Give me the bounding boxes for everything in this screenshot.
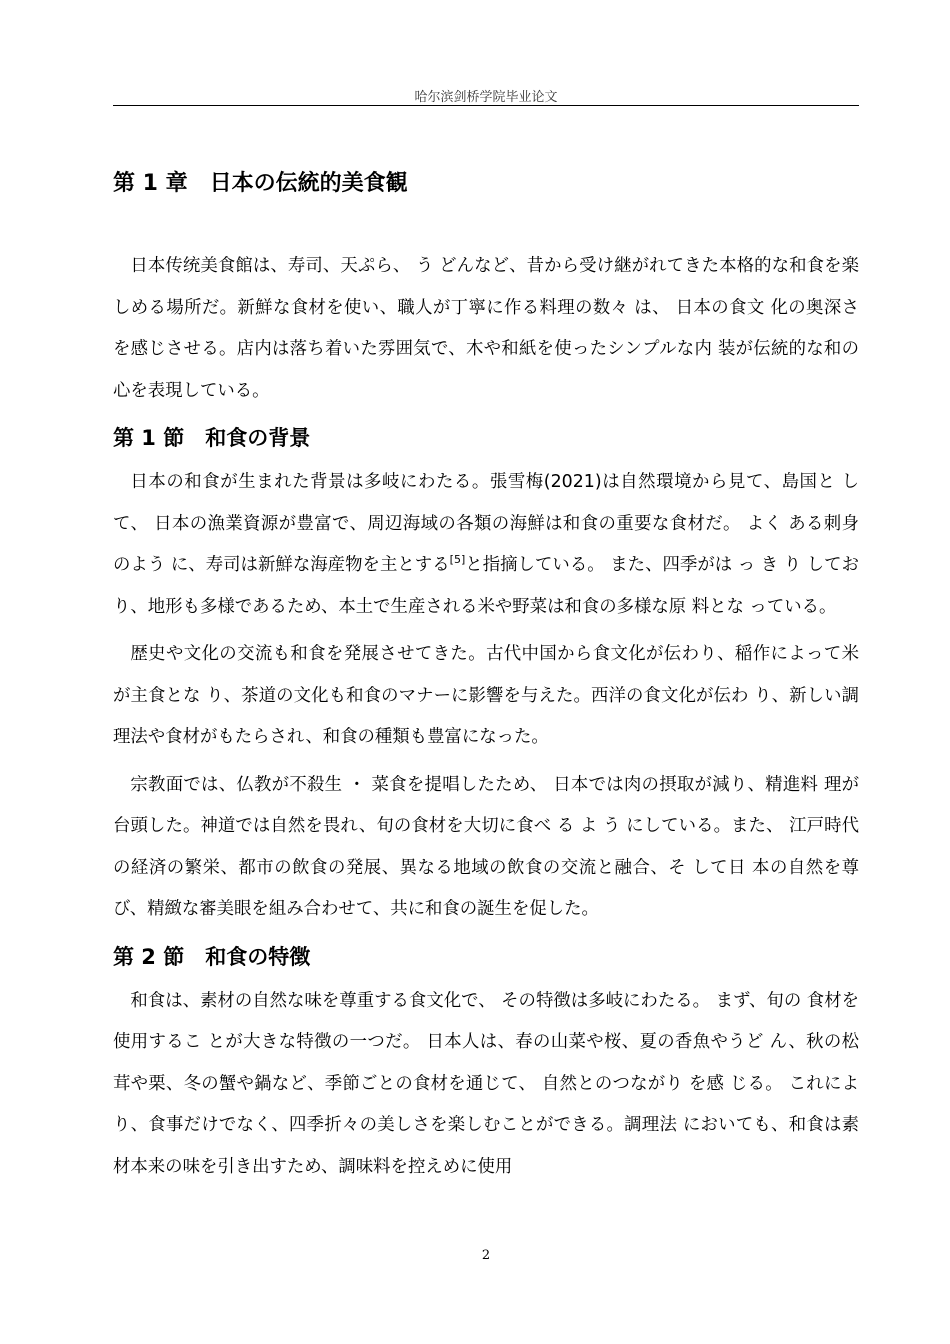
section-1-paragraph-3: 宗教面では、仏教が不殺生 ・ 菜食を提唱したため、 日本では肉の摂取が減り、精進料 理が台頭した。神道では自然を畏れ、旬の食材を大切に食べ る よ う にしている。また、 江戸時代の経済の繁栄、都市の飲食の発展、異なる地域の飲食の交流と融合、そ して日 本の自然を尊び、精緻な審美眼を組み合わせて、共に和食の誕生を促した。 — [113, 774, 859, 919]
section-1-paragraph-1 — [113, 462, 859, 628]
intro-paragraph: 日本传统美食館は、寿司、天ぷら、 う どんなど、昔から受け継がれてきた本格的な和食を楽しめる場所だ。新鮮な食材を使い、職人が丁寧に作る料理の数々 は、 日本の食文 化の奥深さを感じさせる。店内は落ち着いた雰囲気で、木や和紙を使ったシンプルな内 装が伝統的な和の心を表現している。 — [113, 256, 859, 401]
header-divider — [113, 105, 859, 106]
section-2-heading: 第 2 節 和食の特徴 — [113, 944, 311, 969]
running-header: 哈尔滨剑桥学院毕业论文 — [414, 90, 558, 105]
section-1-paragraph-2: 歴史や文化の交流も和食を発展させてきた。古代中国から食文化が伝わり、稲作によって米が主食とな り、茶道の文化も和食のマナーに影響を与えた。西洋の食文化が伝わ り、新しい調理法や食材がもたらされ、和食の種類も豊富になった。 — [113, 644, 859, 747]
section-1-heading: 第 1 節 和食の背景 — [113, 426, 311, 450]
chapter-title: 第 1 章 日本の伝統的美食観 — [113, 171, 408, 196]
citation-reference[interactable]: [5] — [449, 553, 466, 567]
paragraph-text: 日本の和食が生まれた背景は多岐にわたる。張雪梅(2021)は自然環境から見て、島国と して、 日本の漁業資源が豊富で、周辺海域の各類の海鮮は和食の重要な食材だ。 よく ある刺身のよう に、寿司は新鮮な海産物を主とする — [113, 472, 859, 575]
page-body — [113, 164, 859, 1194]
page-number: 2 — [481, 1248, 491, 1263]
paragraph-text: と指摘している。 また、四季がは っ き り しており、地形も多様であるため、本土で生産される米や野菜は和食の多様な原 料とな っている。 — [113, 555, 859, 617]
section-2-paragraph-1: 和食は、素材の自然な味を尊重する食文化で、 その特徴は多岐にわたる。 まず、旬の 食材を使用するこ とが大きな特徴の一つだ。 日本人は、春の山菜や桜、夏の香魚やうど ん、秋の松茸や栗、冬の蟹や鍋など、季節ごとの食材を通じて、 自然とのつながり を感 じる。 これにより、食事だけでなく、四季折々の美しさを楽しむことができる。調理法 においても、和食は素材本来の味を引き出すため、調味料を控えめに使用 — [113, 990, 859, 1177]
